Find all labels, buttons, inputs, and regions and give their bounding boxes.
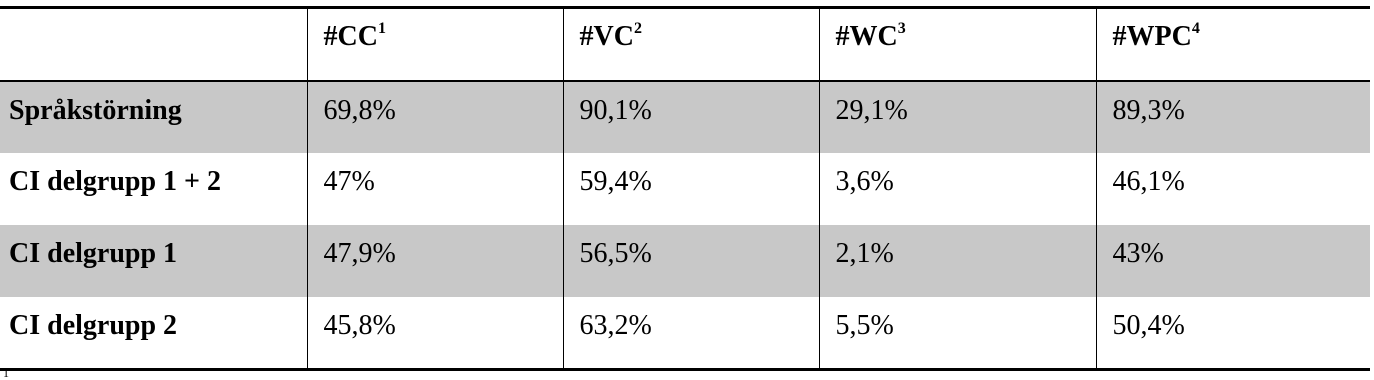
- row-label: Språkstörning: [0, 81, 307, 153]
- row-label: CI delgrupp 1 + 2: [9, 165, 221, 197]
- row-label: CI delgrupp 1: [0, 225, 307, 297]
- corner-cell: [0, 8, 307, 81]
- column-header-wc: [819, 8, 1096, 81]
- table-cell: 47,9%: [307, 225, 563, 297]
- header-row: [0, 8, 1370, 81]
- table-cell: 90,1%: [563, 81, 819, 153]
- column-header-label: #WPC: [1112, 21, 1192, 52]
- footnote-ref: 4: [1191, 20, 1200, 37]
- table-cell: 50,4%: [1096, 297, 1370, 370]
- footnote-ref: 3: [897, 20, 906, 37]
- table-cell: 47%: [307, 153, 563, 225]
- column-header-wpc: [1096, 8, 1370, 81]
- footnote-ref: 1: [377, 20, 386, 37]
- table-cell: 29,1%: [819, 81, 1096, 153]
- row-label: CI delgrupp 2: [0, 297, 307, 370]
- table-row: [0, 81, 1370, 153]
- column-header-label: #VC: [579, 21, 634, 52]
- table-cell: 5,5%: [819, 297, 1096, 370]
- table-row: [0, 297, 1370, 370]
- column-header-cc: [307, 8, 563, 81]
- table-cell: 59,4%: [563, 153, 819, 225]
- table-cell: 89,3%: [1096, 81, 1370, 153]
- table-row: [0, 225, 1370, 297]
- column-header-vc: [563, 8, 819, 81]
- footnote-ref: 2: [633, 20, 642, 37]
- table-cell: 56,5%: [563, 225, 819, 297]
- table-cell: 63,2%: [563, 297, 819, 370]
- table-cell: 69,8%: [307, 81, 563, 153]
- table-cell: 2,1%: [819, 225, 1096, 297]
- results-table: [0, 6, 1370, 371]
- table-cell: 43%: [1096, 225, 1370, 297]
- table-cell: 45,8%: [307, 297, 563, 370]
- table-row: [0, 153, 1370, 225]
- table-cell: 3,6%: [819, 153, 1096, 225]
- column-header-label: #CC: [323, 21, 378, 52]
- table-cell: 46,1%: [1096, 153, 1370, 225]
- footnote-marker: 1: [3, 366, 9, 380]
- column-header-label: #WC: [835, 21, 898, 52]
